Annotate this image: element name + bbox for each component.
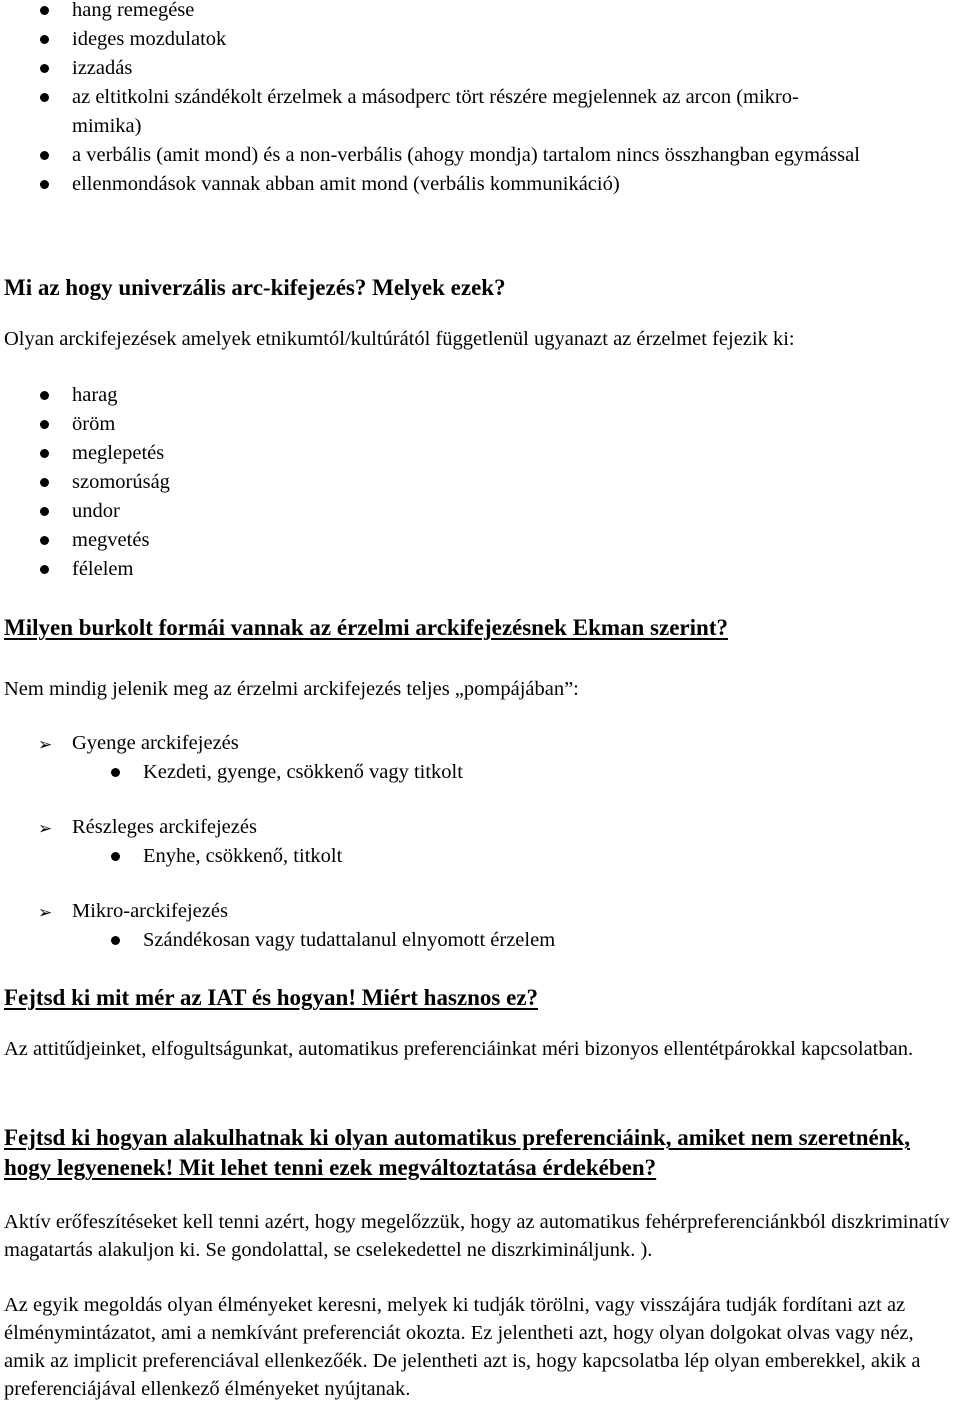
arrow-bullet-icon: ➢ — [38, 735, 53, 755]
bullet-icon — [40, 478, 49, 487]
paragraph-iat: Az attitűdjeinket, elfogultságunkat, automatikus preferenciáinkat méri bizonyos ellentétpárokkal kapcsolatban. — [4, 1038, 914, 1060]
heading-iat: Fejtsd ki mit mér az IAT és hogyan! Miért hasznos ez? — [4, 985, 539, 1010]
list-item: ideges mozdulatok — [0, 25, 940, 54]
bullet-icon — [40, 507, 49, 516]
form-item-micro: ➢ Mikro-arckifejezés — [0, 897, 940, 925]
form-detail-list — [0, 758, 940, 787]
list-item: Enyhe, csökkenő, titkolt — [0, 842, 940, 871]
list-item: hang remegése — [0, 0, 940, 25]
list-item: félelem — [0, 555, 940, 584]
list-item: undor — [0, 497, 940, 526]
lie-signs-list — [0, 0, 940, 199]
form-detail-list — [0, 842, 940, 871]
list-item: meglepetés — [0, 439, 940, 468]
list-item: az eltitkolni szándékolt érzelmek a másodperc tört részére megjelennek az arcon (mikro-mimika) — [0, 83, 940, 141]
paragraph-universal: Olyan arckifejezések amelyek etnikumtól/kultúrától függetlenül ugyanazt az érzelmet fejezik ki: — [4, 328, 795, 350]
bullet-icon — [40, 64, 49, 73]
form-item-weak: ➢ Gyenge arckifejezés — [0, 729, 940, 757]
heading-ekman-forms: Milyen burkolt formái vannak az érzelmi arckifejezésnek Ekman szerint? — [4, 615, 728, 640]
bullet-icon — [111, 768, 120, 777]
paragraph-solution: Az egyik megoldás olyan élményeket keresni, melyek ki tudják törölni, vagy visszájára tudják fordítani azt az élménymintázatot, ami a nemkívánt preferenciát okozta. Ez jelentheti azt, hogy olyan dolgokat olvas vagy néz, amik az implicit preferenciával ellenkezőék. De jelentheti azt is, hogy kapcsolatba lép olyan emberekkel, akik a preferenciájával ellenkező élményeket nyújtanak. — [4, 1294, 921, 1400]
bullet-icon — [40, 93, 49, 102]
heading-automatic-preferences: Fejtsd ki hogyan alakulhatnak ki olyan automatikus preferenciáink, amiket nem szeretnénk, hogy legyenenek! Mit lehet tenni ezek megváltoztatása érdekében? — [4, 1125, 911, 1180]
bullet-icon — [40, 420, 49, 429]
bullet-icon — [40, 180, 49, 189]
paragraph-active-effort: Aktív erőfeszítéseket kell tenni azért, hogy megelőzzük, hogy az automatikus fehérpreferenciánkból diszkriminatív magatartás alakuljon ki. Se gondolattal, se cselekedettel ne diszrkimináljunk. ). — [4, 1211, 950, 1261]
list-item: megvetés — [0, 526, 940, 555]
list-item: harag — [0, 381, 940, 410]
list-item: Kezdeti, gyenge, csökkenő vagy titkolt — [0, 758, 940, 787]
bullet-icon — [111, 852, 120, 861]
bullet-icon — [111, 936, 120, 945]
paragraph-ekman: Nem mindig jelenik meg az érzelmi arckifejezés teljes „pompájában”: — [4, 678, 579, 700]
list-item: öröm — [0, 410, 940, 439]
list-item: Szándékosan vagy tudattalanul elnyomott érzelem — [0, 926, 940, 955]
bullet-icon — [40, 6, 49, 15]
form-item-partial: ➢ Részleges arckifejezés — [0, 813, 940, 841]
bullet-icon — [40, 35, 49, 44]
bullet-icon — [40, 151, 49, 160]
arrow-bullet-icon: ➢ — [38, 903, 53, 923]
bullet-icon — [40, 391, 49, 400]
form-detail-list — [0, 926, 940, 955]
bullet-icon — [40, 536, 49, 545]
emotions-list — [0, 381, 940, 584]
list-item: a verbális (amit mond) és a non-verbális (ahogy mondja) tartalom nincs összhangban egymással — [0, 141, 940, 170]
heading-universal-expressions: Mi az hogy univerzális arc-kifejezés? Melyek ezek? — [4, 275, 506, 300]
bullet-icon — [40, 449, 49, 458]
list-item: ellenmondások vannak abban amit mond (verbális kommunikáció) — [0, 170, 940, 199]
arrow-bullet-icon: ➢ — [38, 819, 53, 839]
bullet-icon — [40, 565, 49, 574]
list-item: szomorúság — [0, 468, 940, 497]
list-item: izzadás — [0, 54, 940, 83]
